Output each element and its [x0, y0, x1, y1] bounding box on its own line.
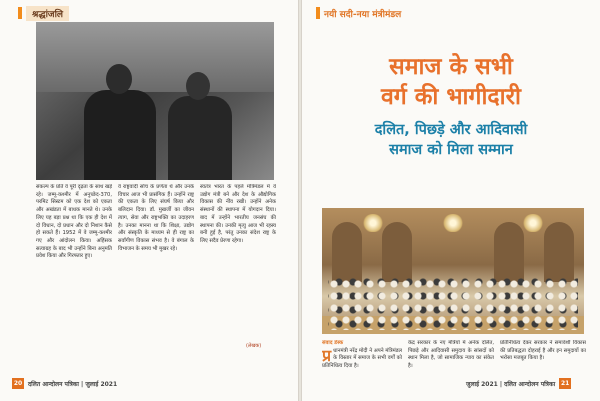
column-text: संकल्प के प्रति वे पूरी दृढ़ता के साथ खड़े रहे। जम्मू-कश्मीर में अनुच्छेद-370, परमिट सिस्टम को एक देश को एकता और अखंडता में बाधक मानते थे। उनके लिए यह बड़ा प्रश्न था कि एक ही देश में दो विधान, दो प्रधान और दो निशान कैसे हो सकते हैं। 1952 में वे जम्मू-कश्मीर गए और आंदोलन किया। अहिंसक सत्याग्रह के बाद भी उन्होंने बिना अनुमति प्रवेश किया और गिरफ्तार हुए।	[36, 184, 112, 260]
column-text: स्वतंत्र भारत के पहले मंत्रिमंडल में वे उद्योग मंत्री बने और देश के औद्योगिक विकास की नींव रखी। उन्होंने अनेक संस्थानों की स्थापना में योगदान दिया। बाद में उन्होंने भारतीय जनसंघ की स्थापना की। उनकी मृत्यु आज भी रहस्य बनी हुई है, परंतु उनका संदेश राष्ट्र के लिए सदैव प्रेरणा रहेगा।	[200, 184, 276, 244]
left-footer	[8, 378, 117, 389]
tag-bar	[316, 7, 320, 19]
page-number: 20	[13, 380, 23, 387]
column-text: केंद्र सरकार के नए मंत्रियों में अनेक दलित, पिछड़े और आदिवासी समुदाय के सांसदों को स्थान मिला है, जो सामाजिक न्याय का संकेत है।	[408, 340, 494, 370]
column-text: प्रतिनिधित्व देकर सरकार ने समावेशी विकास की प्रतिबद्धता दोहराई है और इन समुदायों का भरोसा मजबूत किया है।	[500, 340, 586, 362]
column-text: वे राष्ट्रवादी सोच के प्रणेता थे और उनके विचार आज भी प्रासंगिक हैं। उन्होंने राष्ट्र की एकता के लिए संघर्ष किया और बलिदान दिया। डॉ. मुखर्जी का जीवन त्याग, सेवा और राष्ट्रभक्ति का उदाहरण है। उनका मानना था कि शिक्षा, उद्योग और संस्कृति के माध्यम से ही राष्ट्र का सर्वांगीण विकास संभव है। वे बंगाल के विभाजन के समय भी मुखर रहे।	[118, 184, 194, 252]
article-column-3	[500, 340, 586, 376]
headline-line-1: समाज के सभी	[389, 54, 513, 80]
article-column-3	[200, 184, 276, 346]
footer-text: दलित आन्दोलन पत्रिका | जुलाई 2021	[28, 380, 118, 388]
left-page	[0, 0, 298, 401]
drop-cap: प्र	[322, 345, 332, 365]
section-tag-label: नयी सदी-नया मंत्रीमंडल	[324, 9, 402, 20]
section-tag-label: श्रद्धांजलि	[26, 6, 69, 21]
subheadline	[312, 120, 590, 160]
headline	[312, 52, 590, 112]
article-column-2	[118, 184, 194, 346]
group-photo	[322, 208, 584, 334]
headline-line-2: वर्ग की भागीदारी	[381, 84, 521, 110]
subhead-line-1: दलित, पिछड़े और आदिवासी	[374, 122, 528, 138]
footer-text: जुलाई 2021 | दलित आन्दोलन पत्रिका	[466, 380, 556, 388]
section-tag-cabinet	[316, 6, 401, 20]
byline: संवाद डेस्क	[322, 340, 344, 346]
crowd	[328, 278, 578, 330]
right-page	[302, 0, 600, 401]
page-number: 21	[560, 380, 570, 387]
historic-photo	[36, 22, 274, 180]
article-column-1	[322, 340, 402, 376]
tag-bar	[18, 7, 22, 19]
article-column-2	[408, 340, 494, 376]
section-tag-tribute	[18, 6, 69, 20]
author-signature: (लेखक)	[246, 343, 262, 349]
article-column-1	[36, 184, 112, 346]
column-text: धानमंत्री नरेंद्र मोदी ने अपने मंत्रिमंडल के विस्तार में समाज के सभी वर्गों को प्रतिनिधित्व दिया है।	[322, 347, 402, 370]
right-footer	[466, 378, 575, 389]
subhead-line-2: समाज को मिला सम्मान	[389, 142, 513, 158]
